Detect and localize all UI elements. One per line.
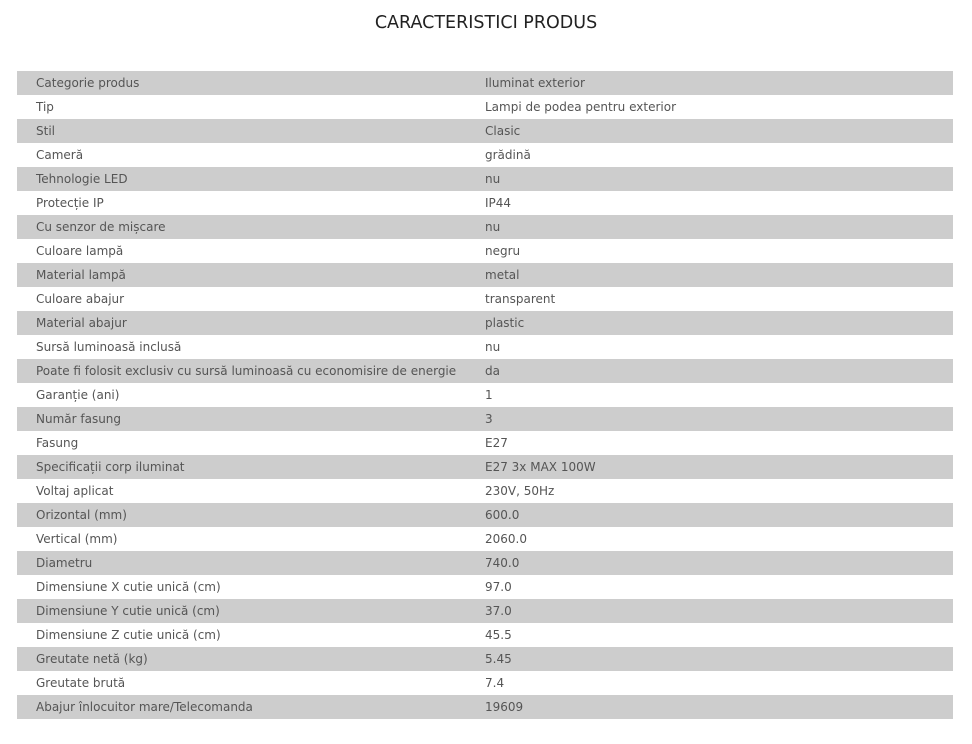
spec-value: 97.0 (485, 580, 512, 594)
spec-label: Poate fi folosit exclusiv cu sursă luminoasă cu economisire de energie (36, 364, 457, 378)
spec-label: Greutate brută (36, 676, 126, 690)
spec-row (17, 335, 953, 359)
spec-label: Specificații corp iluminat (36, 460, 185, 474)
page-title: CARACTERISTICI PRODUS (374, 13, 598, 33)
spec-value: 230V, 50Hz (485, 484, 555, 498)
spec-row (17, 143, 953, 167)
spec-value: 600.0 (485, 508, 520, 522)
spec-value: 740.0 (485, 556, 520, 570)
spec-row (17, 359, 953, 383)
spec-value: transparent (485, 292, 556, 306)
spec-label: Vertical (mm) (36, 532, 118, 546)
spec-row (17, 503, 953, 527)
spec-label: Tehnologie LED (36, 172, 128, 186)
spec-value: nu (485, 172, 501, 186)
spec-value: 5.45 (485, 652, 512, 666)
spec-row (17, 431, 953, 455)
spec-row (17, 239, 953, 263)
spec-value: E27 (485, 436, 508, 450)
spec-label: Număr fasung (36, 412, 122, 426)
spec-value: Clasic (485, 124, 521, 138)
spec-row (17, 191, 953, 215)
spec-label: Protecție IP (36, 196, 104, 210)
spec-value: nu (485, 220, 501, 234)
spec-label: Fasung (36, 436, 79, 450)
spec-row (17, 647, 953, 671)
spec-label: Material lampă (36, 268, 126, 282)
spec-row (17, 575, 953, 599)
spec-value: nu (485, 340, 501, 354)
spec-row (17, 551, 953, 575)
spec-value: grădină (485, 148, 531, 162)
spec-value: 7.4 (485, 676, 505, 690)
spec-row (17, 527, 953, 551)
spec-label: Categorie produs (36, 76, 140, 90)
spec-row (17, 599, 953, 623)
spec-value: 45.5 (485, 628, 512, 642)
spec-value: 3 (485, 412, 493, 426)
spec-value: E27 3x MAX 100W (485, 460, 596, 474)
spec-label: Culoare abajur (36, 292, 125, 306)
spec-label: Cu senzor de mișcare (36, 220, 166, 234)
spec-label: Stil (36, 124, 55, 138)
spec-label: Dimensiune X cutie unică (cm) (36, 580, 221, 594)
spec-row (17, 71, 953, 95)
spec-row (17, 623, 953, 647)
spec-label: Abajur înlocuitor mare/Telecomanda (36, 700, 253, 714)
spec-label: Diametru (36, 556, 93, 570)
spec-row (17, 671, 953, 695)
spec-value: Iluminat exterior (485, 76, 585, 90)
spec-row (17, 95, 953, 119)
spec-value: 1 (485, 388, 493, 402)
spec-value: 19609 (485, 700, 524, 714)
spec-value: Lampi de podea pentru exterior (485, 100, 677, 114)
spec-label: Cameră (36, 148, 84, 162)
spec-value: negru (485, 244, 521, 258)
spec-value: metal (485, 268, 520, 282)
spec-label: Voltaj aplicat (36, 484, 114, 498)
spec-row (17, 455, 953, 479)
spec-row (17, 263, 953, 287)
specifications-table (17, 71, 953, 719)
spec-row (17, 695, 953, 719)
spec-row (17, 167, 953, 191)
spec-label: Garanție (ani) (36, 388, 120, 402)
specifications-body (17, 71, 953, 719)
spec-value: 2060.0 (485, 532, 527, 546)
spec-value: IP44 (485, 196, 512, 210)
spec-label: Greutate netă (kg) (36, 652, 148, 666)
spec-row (17, 287, 953, 311)
spec-label: Material abajur (36, 316, 127, 330)
spec-label: Tip (36, 100, 54, 114)
spec-label: Dimensiune Y cutie unică (cm) (36, 604, 220, 618)
spec-row (17, 119, 953, 143)
spec-value: 37.0 (485, 604, 512, 618)
spec-row (17, 215, 953, 239)
spec-row (17, 383, 953, 407)
spec-value: plastic (485, 316, 525, 330)
spec-label: Orizontal (mm) (36, 508, 127, 522)
spec-label: Sursă luminoasă inclusă (36, 340, 182, 354)
spec-value: da (485, 364, 500, 378)
spec-label: Culoare lampă (36, 244, 124, 258)
spec-row (17, 311, 953, 335)
spec-row (17, 407, 953, 431)
spec-label: Dimensiune Z cutie unică (cm) (36, 628, 221, 642)
spec-row (17, 479, 953, 503)
